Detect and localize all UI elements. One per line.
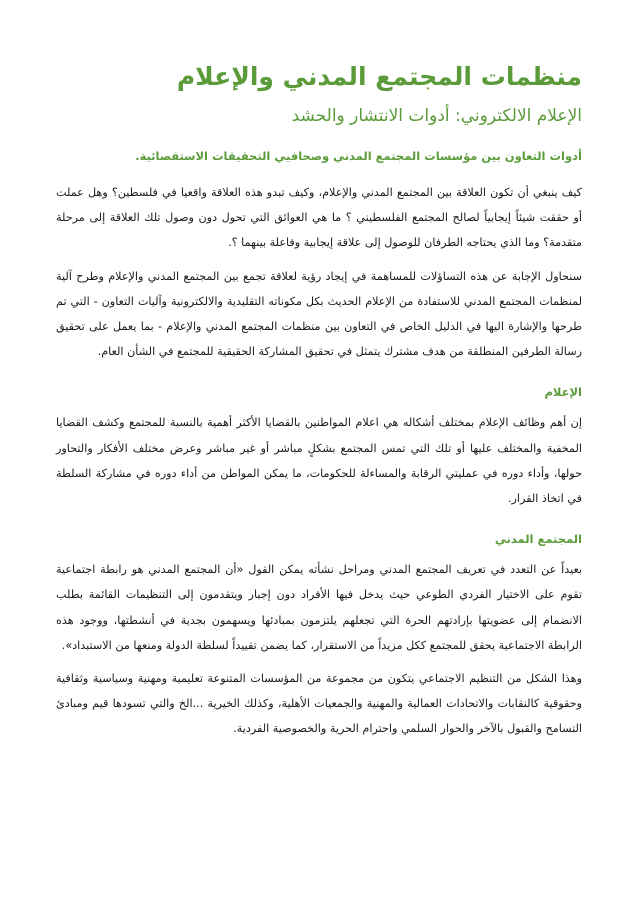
document-subtitle: الإعلام الالكتروني: أدوات الانتشار والحشد — [291, 106, 582, 126]
section-heading-civil-society: المجتمع المدني — [494, 532, 582, 547]
document-title: منظمات المجتمع المدني والإعلام — [176, 62, 582, 91]
section-paragraph: وهذا الشكل من التنظيم الاجتماعي يتكون من مجموعة من المؤسسات المتنوعة تعليمية ومهنية وسياسية وثقافية وحقوقية كالنقابات والاتحادات العمالية والمهنية والجمعيات الأهلية، وكذلك الخيرية ...الخ والتي تسودها قيم ومبادئ التسامح والقبول بالآخر والحوار السلمي واحترام الحرية والخصوصية الفردية. — [56, 672, 582, 736]
section-paragraph: بعيداً عن التعدد في تعريف المجتمع المدني ومراحل نشأته يمكن القول «أن المجتمع المدني هو رابطة اجتماعية تقوم على الاختيار الفردي الطوعي حيث يدخل فيها الأفراد دون إجبار ويتقدمون إلى التنظيمات القائمة بطلب الانضمام إلى عضويتها بإرادتهم الحرة التي تجعلهم يلتزمون بمبادئها ويسهمون بجدية في أنشطتها، ووجود هذه الرابطة الاجتماعية يحقق للمجتمع ككل مزيداً من الاستقرار، كما يضمن تقييداً لسلطة الدولة ومنعها من الاستبداد». — [56, 563, 582, 652]
body-paragraph: سنحاول الإجابة عن هذه التساؤلات للمساهمة في إيجاد رؤية لعلاقة تجمع بين المجتمع المدني والإعلام وطرح آلية لمنظمات المجتمع المدني للاستفادة من الإعلام الحديث بكل مكوناته التقليدية والالكترونية وآليات التعاون - التي تم طرحها والإشارة اليها في الدليل الخاص في التعاون بين منظمات المجتمع المدني والإعلام - بما يعمل على تحقيق رسالة الطرفين المنطلقة من هدف مشترك يتمثل في تحقيق المشاركة الحقيقية للمجتمع في الشأن العام. — [56, 269, 582, 359]
section-paragraph: إن أهم وظائف الإعلام بمختلف أشكاله هي اعلام المواطنين بالقضايا الأكثر أهمية بالنسبة للمجتمع وكشف القضايا المخفية والمختلف عليها أو تلك التي تمس المجتمع بشكلٍ مباشر أو غير مباشر وعرض مختلف الأفكار والتحاور حولها، وأداء دوره في عمليتي الرقابة والمساءلة للحكومات، ما يمكن المواطن من أداء دوره في مشاركة السلطة في اتخاذ القرار. — [56, 416, 582, 506]
intro-heading: أدوات التعاون بين مؤسسات المجتمع المدني وصحافيي التحقيقات الاستقصائية. — [135, 149, 582, 163]
body-paragraph: كيف ينبغي أن تكون العلاقة بين المجتمع المدني والإعلام، وكيف تبدو هذه العلاقة واقعيا في فلسطين؟ وهل عملت أو حققت شيئاً إيجابياً لصالح المجتمع الفلسطيني ؟ ما هي العوائق التي تحول دون وصول تلك العلاقة إلى مرحلة متقدمة؟ وما الذي يحتاجه الطرفان للوصول إلى علاقة إيجابية وفاعلة بينهما ؟. — [56, 186, 582, 250]
section-heading-media: الإعلام — [544, 385, 582, 400]
